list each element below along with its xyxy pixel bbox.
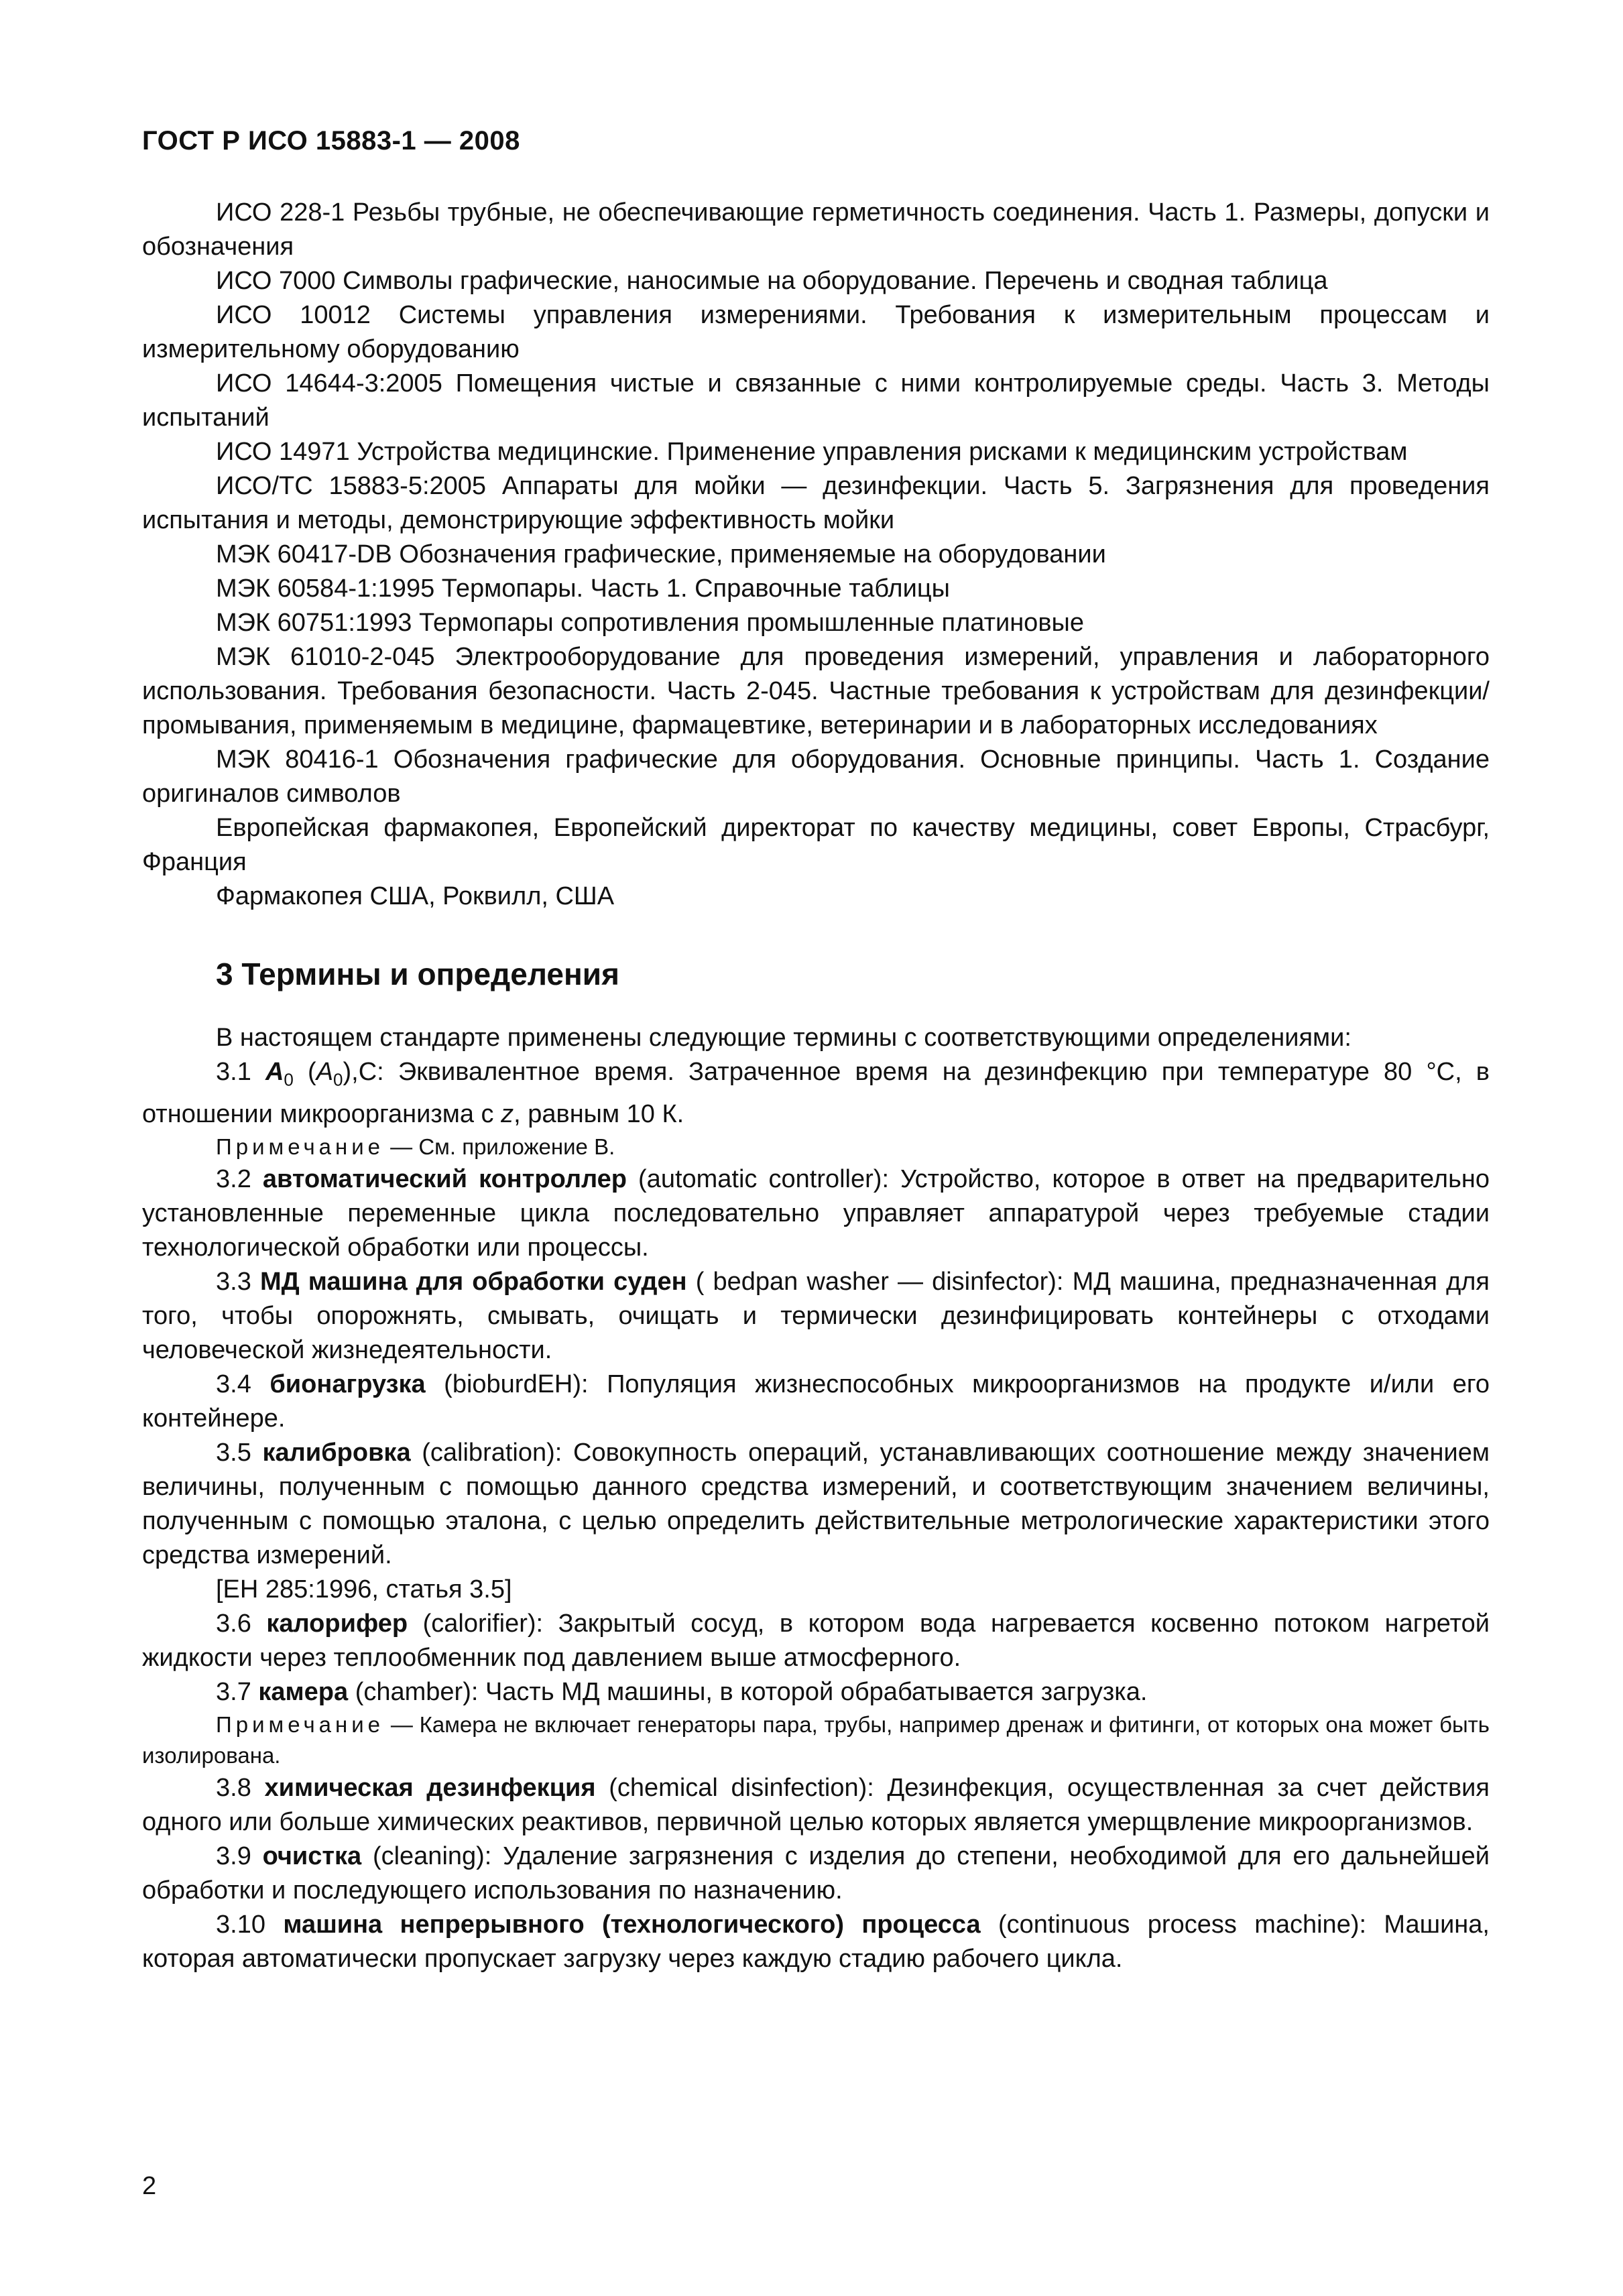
term-name: бионагрузка (269, 1370, 426, 1398)
term-number: 3.2 (216, 1164, 251, 1193)
section-intro: В настоящем стандарте применены следующие термины с соответствующими определениями: (216, 1024, 1351, 1052)
note-label: Примечание (216, 1134, 385, 1159)
term-definition: (continuous process machine): Машина, которая автоматически пропускает загрузку через каждую стадию рабочего цикла. (142, 1910, 1490, 1973)
term-number: 3.5 (216, 1438, 251, 1467)
note-label: Примечание (216, 1711, 385, 1737)
term-name: камера (258, 1677, 349, 1706)
term-subscript: 0 (284, 1069, 294, 1090)
reference-item: ИСО/ТС 15883-5:2005 Аппараты для мойки — дезинфекции. Часть 5. Загрязнения для проведения испытания и методы, демонстрирующие эффективность мойки (142, 472, 1490, 534)
reference-item: Фармакопея США, Роквилл, США (216, 882, 615, 910)
term-number: 3.8 (216, 1773, 251, 1802)
term-item (142, 1607, 1490, 1675)
reference-item: МЭК 80416-1 Обозначения графические для оборудования. Основные принципы. Часть 1. Создание оригиналов символов (142, 745, 1490, 808)
term-subscript-alt: 0 (333, 1069, 343, 1090)
note (142, 1132, 1490, 1162)
note-text: — Камера не включает генераторы пара, трубы, например дренаж и фитинги, от которых она может быть изолирована. (142, 1711, 1490, 1768)
term-definition: (calibration): Совокупность операций, устанавливающих соотношение между значением величины, полученным с помощью данного средства измерений, и соответствующим значением величины, полученным с помощью эталона, с целью определить действительные метрологические характеристики этого средства измерений. (142, 1438, 1490, 1569)
term-item (142, 1368, 1490, 1436)
term-name: калибровка (262, 1438, 411, 1467)
term-number: 3.10 (216, 1910, 265, 1939)
term-symbol: A (265, 1058, 284, 1086)
term-item (142, 1908, 1490, 1976)
term-variable: z (501, 1099, 514, 1128)
term-definition-end: , равным 10 К. (514, 1099, 684, 1128)
term-definition: ( bedpan washer — disinfector): МД машина, предназначенная для того, чтобы опорожнять, смывать, очищать и термически дезинфицировать контейнеры с отходами человеческой жизнедеятельности. (142, 1267, 1490, 1364)
reference-item: МЭК 60417-DB Обозначения графические, применяемые на оборудовании (216, 540, 1106, 568)
term-definition: (calorifier): Закрытый сосуд, в котором вода нагревается косвенно потоком нагретой жидкости через теплообменник под давлением выше атмосферного. (142, 1609, 1490, 1672)
term-definition: ),С: Эквивалентное время. Затраченное время на дезинфекцию при температуре 80 °С, в отношении микроорганизма с (142, 1058, 1490, 1128)
document-body (142, 196, 1490, 1976)
term-name: очистка (262, 1841, 362, 1870)
term-3-1 (142, 1055, 1490, 1132)
reference-item: ИСО 14971 Устройства медицинские. Применение управления рисками к медицинским устройствам (216, 438, 1408, 466)
reference-item: МЭК 60751:1993 Термопары сопротивления промышленные платиновые (216, 609, 1084, 637)
term-item (142, 1839, 1490, 1908)
reference-item: МЭК 60584-1:1995 Термопары. Часть 1. Справочные таблицы (216, 575, 950, 603)
term-number: 3.6 (216, 1609, 251, 1638)
term-item (142, 1265, 1490, 1368)
term-definition: (chemical disinfection): Дезинфекция, осуществленная за счет действия одного или больше химических реактивов, первичной целью которых является умерщвление микроорганизмов. (142, 1773, 1490, 1836)
term-name: химическая дезинфекция (264, 1773, 596, 1802)
term-name: машина непрерывного (технологического) процесса (283, 1910, 981, 1939)
term-symbol-alt: A (316, 1058, 334, 1086)
term-number: 3.4 (216, 1370, 251, 1398)
term-definition: (bioburdЕН): Популяция жизнеспособных микроорганизмов на продукте и/или его контейнере. (142, 1370, 1490, 1433)
page-number: 2 (142, 2172, 157, 2200)
term-definition: (cleaning): Удаление загрязнения с изделия до степени, необходимой для его дальнейшей обработки и последующего использования по назначению. (142, 1841, 1490, 1905)
reference-item: МЭК 61010-2-045 Электрооборудование для проведения измерений, управления и лабораторного использования. Требования безопасности. Часть 2-045. Частные требования к устройствам для дезинфекции/промывания, применяемым в медицине, фармацевтике, ветеринарии и в лабораторных исследованиях (142, 643, 1490, 739)
reference-item: Европейская фармакопея, Европейский директорат по качеству медицины, совет Европы, Страсбург, Франция (142, 814, 1490, 876)
term-name: калорифер (266, 1609, 408, 1638)
term-item (142, 1771, 1490, 1839)
term-definition: (chamber): Часть МД машины, в которой обрабатывается загрузка. (348, 1677, 1148, 1706)
term-paren: ( (293, 1058, 316, 1086)
section-heading: 3 Термины и определения (216, 957, 619, 991)
term-item (142, 1162, 1490, 1265)
document-header: ГОСТ Р ИСО 15883-1 — 2008 (142, 126, 520, 156)
term-number: 3.9 (216, 1841, 251, 1870)
term-name: МД машина для обработки суден (259, 1267, 687, 1296)
term-number: 3.7 (216, 1677, 251, 1706)
term-number: 3.1 (216, 1058, 251, 1086)
term-item (142, 1436, 1490, 1573)
term-name: автоматический контроллер (262, 1164, 627, 1193)
reference-item: ИСО 228-1 Резьбы трубные, не обеспечивающие герметичность соединения. Часть 1. Размеры, допуски и обозначения (142, 198, 1490, 261)
term-number: 3.3 (216, 1267, 251, 1296)
note-text: — См. приложение В. (384, 1134, 615, 1159)
note (142, 1709, 1490, 1771)
citation: [ЕН 285:1996, статья 3.5] (216, 1575, 512, 1604)
reference-item: ИСО 7000 Символы графические, наносимые на оборудование. Перечень и сводная таблица (216, 267, 1328, 295)
term-definition: (automatic controller): Устройство, которое в ответ на предварительно установленные переменные цикла последовательно управляет аппаратурой через требуемые стадии технологической обработки или процессы. (142, 1164, 1490, 1262)
reference-item: ИСО 14644-3:2005 Помещения чистые и связанные с ними контролируемые среды. Часть 3. Методы испытаний (142, 369, 1490, 432)
term-item (142, 1675, 1490, 1709)
reference-item: ИСО 10012 Системы управления измерениями. Требования к измерительным процессам и измерительному оборудованию (142, 301, 1490, 363)
